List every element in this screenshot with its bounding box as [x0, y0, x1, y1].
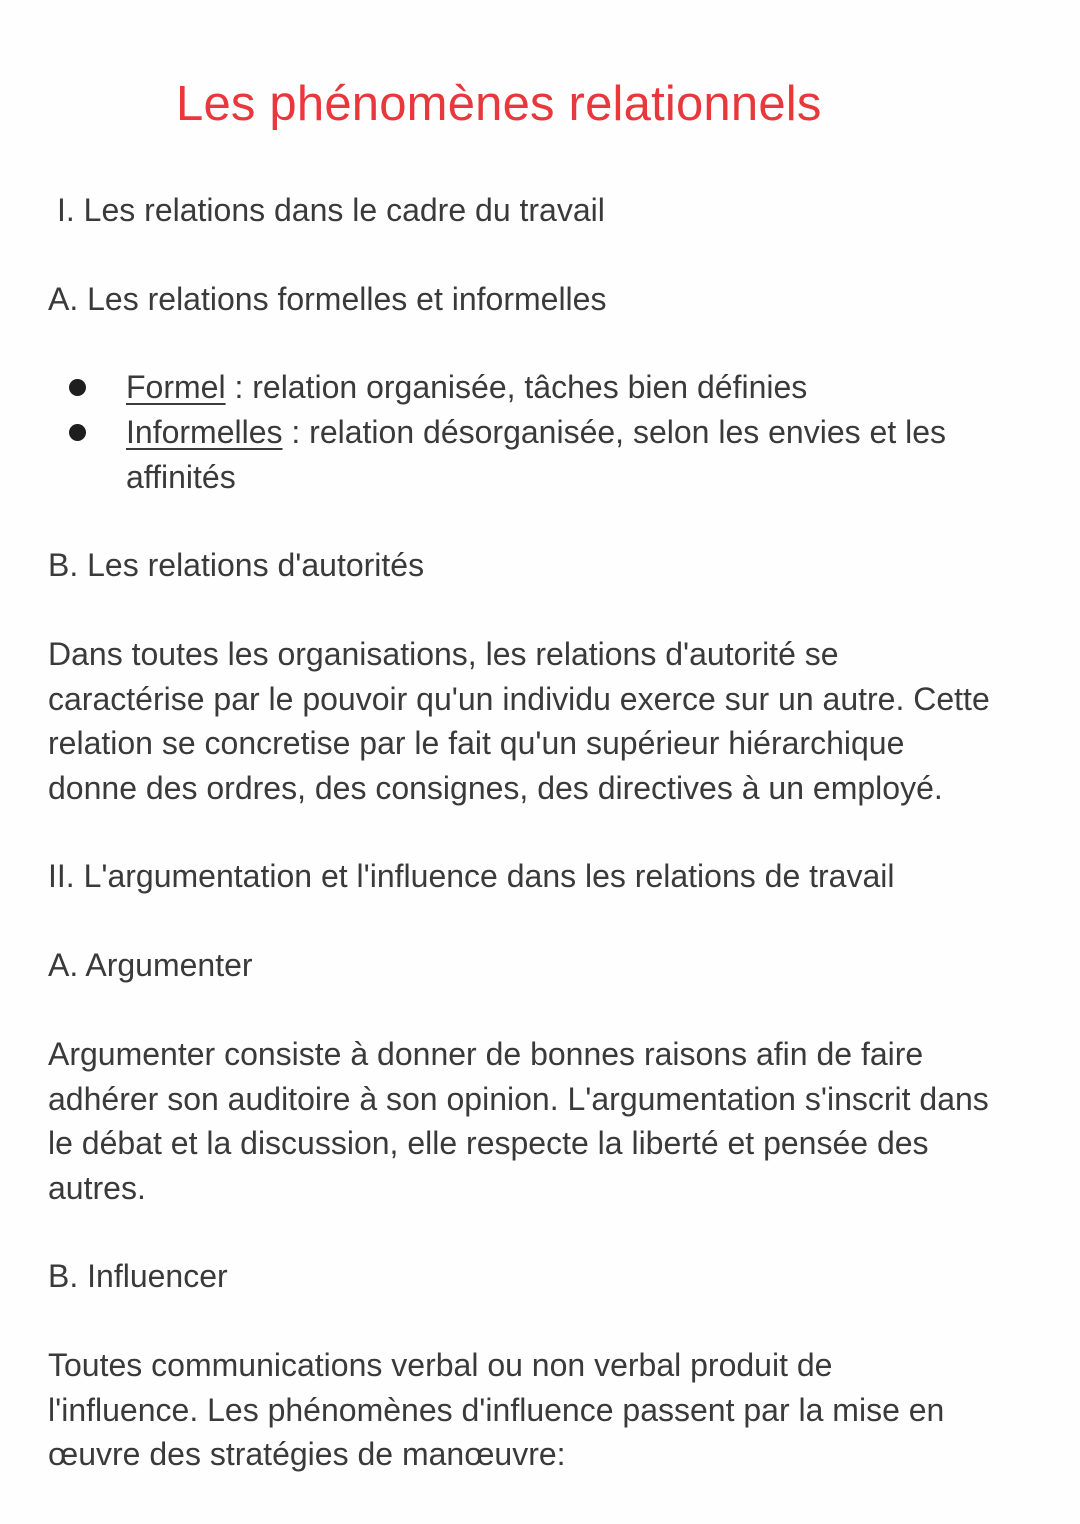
section-1b-heading: B. Les relations d'autorités: [48, 547, 425, 583]
section-2a-paragraph: [48, 1032, 1038, 1210]
bullet-continuation: affinités: [126, 458, 236, 495]
bullet-definition: : relation désorganisée, selon les envies et les: [282, 414, 946, 450]
bullet-term: Informelles: [126, 414, 283, 450]
section-1-heading: I. Les relations dans le cadre du travail: [57, 192, 605, 228]
bullet-icon: [69, 379, 86, 396]
section-2-heading: II. L'argumentation et l'influence dans les relations de travail: [48, 858, 895, 894]
section-2b-heading: B. Influencer: [48, 1258, 228, 1294]
paragraph-line: adhérer son auditoire à son opinion. L'argumentation s'inscrit dans: [48, 1080, 989, 1117]
paragraph-line: le débat et la discussion, elle respecte la liberté et pensée des: [48, 1125, 929, 1161]
section-2b-paragraph: [48, 1343, 1038, 1477]
paragraph-line: Argumenter consiste à donner de bonnes raisons afin de faire: [48, 1036, 924, 1072]
paragraph-line: relation se concretise par le fait qu'un supérieur hiérarchique: [48, 725, 905, 761]
paragraph-line: donne des ordres, des consignes, des directives à un employé.: [48, 769, 943, 806]
page-title: Les phénomènes relationnels: [176, 77, 822, 131]
paragraph-line: Dans toutes les organisations, les relations d'autorité se: [48, 636, 839, 672]
paragraph-line: autres.: [48, 1169, 146, 1206]
paragraph-line: caractérise par le pouvoir qu'un individu exerce sur un autre. Cette: [48, 680, 990, 717]
section-2a-heading: A. Argumenter: [48, 947, 253, 983]
bullet-icon: [69, 424, 86, 441]
section-1b-paragraph: [48, 632, 1038, 810]
bullet-term: Formel: [126, 369, 226, 405]
paragraph-line: œuvre des stratégies de manœuvre:: [48, 1436, 566, 1472]
paragraph-line: l'influence. Les phénomènes d'influence passent par la mise en: [48, 1391, 945, 1428]
paragraph-line: Toutes communications verbal ou non verbal produit de: [48, 1347, 833, 1383]
bullet-definition: : relation organisée, tâches bien définies: [225, 369, 808, 405]
section-1a-heading: A. Les relations formelles et informelles: [48, 281, 607, 317]
